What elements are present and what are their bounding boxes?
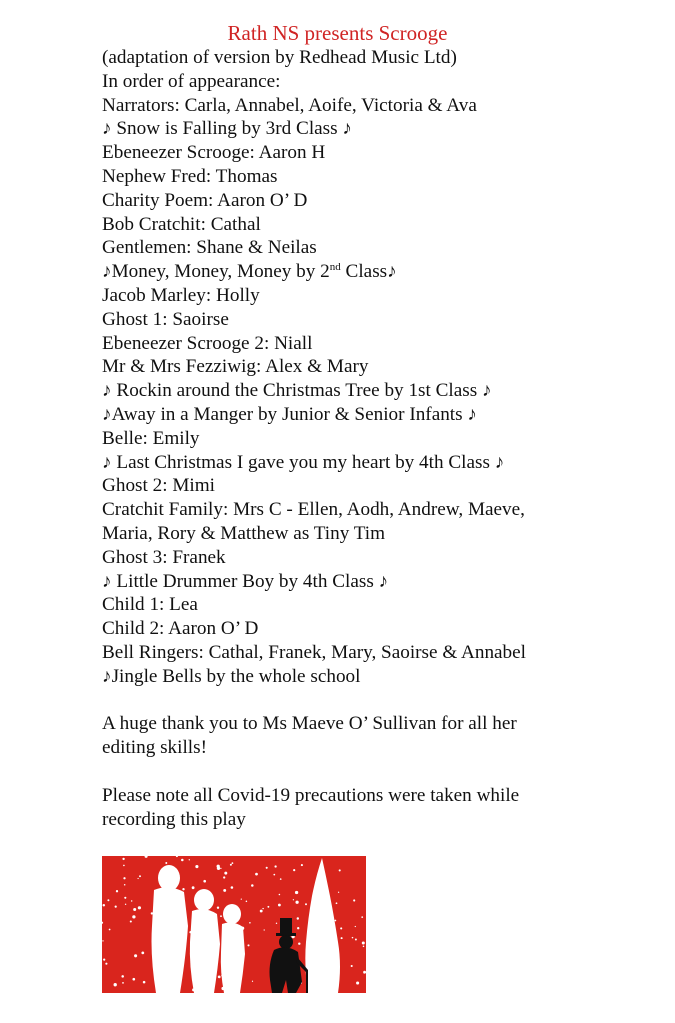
snowflake: [301, 864, 303, 866]
snowflake: [338, 892, 339, 893]
snowflake: [355, 939, 357, 941]
cast-line: Jacob Marley: Holly: [102, 284, 260, 306]
snowflake: [305, 903, 307, 905]
snowflake: [352, 937, 354, 939]
snowflake: [273, 874, 275, 876]
snowflake: [262, 908, 263, 909]
cast-line: In order of appearance:: [102, 70, 281, 92]
cast-line: Narrators: Carla, Annabel, Aoife, Victoria & Ava: [102, 94, 477, 116]
snowflake: [267, 906, 269, 908]
snowflake: [274, 865, 276, 867]
snowflake: [335, 920, 337, 922]
song-line: ♪Jingle Bells by the whole school: [102, 665, 361, 687]
snowflake: [115, 905, 117, 907]
snowflake: [266, 867, 268, 869]
snowflake: [116, 890, 118, 892]
snowflake: [103, 959, 105, 961]
snowflake: [182, 888, 184, 890]
snowflake: [223, 889, 226, 892]
snowflake: [297, 917, 299, 919]
snowflake: [139, 875, 141, 877]
snowflake: [122, 858, 124, 860]
snowflake: [138, 906, 141, 909]
snowflake: [114, 983, 117, 986]
snowflake: [280, 878, 282, 880]
snowflake: [125, 904, 126, 905]
cast-line: Ebeneezer Scrooge: Aaron H: [102, 142, 326, 164]
snowflake: [295, 901, 298, 904]
snowflake: [355, 926, 356, 927]
snowflake: [231, 862, 233, 864]
cast-line: Bob Cratchit: Cathal: [102, 213, 261, 235]
snowflake: [297, 927, 299, 929]
snowflake: [133, 908, 136, 911]
snowflake: [217, 907, 219, 909]
snowflake: [220, 868, 221, 869]
snowflake: [217, 865, 220, 868]
scrooge-artwork: [102, 856, 366, 993]
cast-line: Cratchit Family: Mrs C - Ellen, Aodh, Andrew, Maeve,: [102, 499, 525, 521]
snowflake: [361, 916, 363, 918]
snowflake: [124, 884, 126, 886]
snowflake: [122, 982, 124, 984]
snowflake: [363, 946, 365, 948]
snowflake: [132, 915, 135, 918]
snowflake: [141, 952, 144, 955]
snowflake: [143, 981, 146, 984]
snowflake: [134, 954, 137, 957]
cast-line: Ghost 3: Franek: [102, 546, 226, 568]
snowflake: [165, 862, 167, 864]
snowflake: [132, 978, 135, 981]
snowflake: [246, 901, 248, 903]
snowflake: [192, 886, 195, 889]
snowflake: [264, 929, 265, 930]
snowflake: [124, 897, 126, 899]
snowflake: [351, 965, 353, 967]
covid-note: Please note all Covid-19 precautions were taken while recording this play: [102, 784, 520, 830]
snowflake: [293, 899, 294, 900]
snowflake: [130, 920, 132, 922]
spacer: [102, 689, 662, 713]
cast-line: Child 1: Lea: [102, 594, 198, 616]
cast-line: Mr & Mrs Fezziwig: Alex & Mary: [102, 356, 369, 378]
song-line: ♪ Last Christmas I gave you my heart by 4th Class ♪: [102, 451, 505, 473]
snowflake: [278, 904, 281, 907]
snowflake: [103, 904, 105, 906]
snowflake: [249, 922, 251, 924]
snowflake: [189, 859, 190, 860]
snowflake: [340, 927, 342, 929]
snowflake: [241, 898, 242, 899]
cast-line: Gentlemen: Shane & Neilas: [102, 237, 317, 259]
cast-line: Bell Ringers: Cathal, Franek, Mary, Saoirse & Annabel: [102, 641, 526, 663]
snowflake: [109, 929, 111, 931]
snowflake: [203, 880, 206, 883]
snowflake: [138, 878, 139, 879]
snowflake: [181, 859, 184, 862]
snowflake: [121, 975, 124, 978]
snowflake: [336, 902, 338, 904]
cast-line: Ghost 1: Saoirse: [102, 308, 229, 330]
ordinal-suffix: nd: [329, 261, 341, 274]
cast-line: Ebeneezer Scrooge 2: Niall: [102, 332, 313, 354]
cast-list: [102, 46, 662, 831]
snowflake: [220, 915, 222, 917]
snowflake: [251, 884, 254, 887]
snowflake: [252, 981, 253, 982]
snowflake: [276, 923, 277, 924]
song-text: Class♪: [340, 261, 397, 283]
cast-line: (adaptation of version by Redhead Music Ltd): [102, 47, 457, 68]
snowflake: [363, 971, 366, 974]
song-line: ♪ Rockin around the Christmas Tree by 1st Class ♪: [102, 380, 492, 402]
cast-line: Nephew Fred: Thomas: [102, 165, 278, 187]
snowflake: [356, 981, 359, 984]
cast-line: Charity Poem: Aaron O’ D: [102, 189, 308, 211]
snowflake: [105, 963, 107, 965]
snowflake: [295, 891, 298, 894]
song-line: ♪ Little Drummer Boy by 4th Class ♪: [102, 570, 389, 592]
thank-you-note: A huge thank you to Ms Maeve O’ Sullivan for all her editing skills!: [102, 713, 517, 759]
snowflake: [339, 869, 341, 871]
song-line: [102, 260, 662, 284]
snowflake: [131, 900, 132, 901]
program-title: Rath NS presents Scrooge: [227, 21, 448, 45]
cast-line: Ghost 2: Mimi: [102, 475, 216, 497]
cast-line: Child 2: Aaron O’ D: [102, 618, 259, 640]
snowflake: [224, 872, 227, 875]
snowflake: [102, 940, 103, 941]
cast-line: Maria, Rory & Matthew as Tiny Tim: [102, 522, 386, 544]
spacer: [102, 760, 662, 784]
snowflake: [195, 865, 198, 868]
snowflake: [247, 944, 249, 946]
snowflake: [218, 976, 221, 979]
snowflake: [362, 941, 365, 944]
snowflake: [107, 899, 109, 901]
snowflake: [123, 877, 125, 879]
snowflake: [123, 865, 125, 867]
snowflake: [255, 873, 258, 876]
snowflake: [298, 942, 300, 944]
snowflake: [230, 864, 232, 866]
snowflake: [341, 937, 343, 939]
snowflake: [223, 876, 225, 878]
snowflake: [231, 886, 234, 889]
snowflake: [293, 869, 295, 871]
song-line: ♪ Snow is Falling by 3rd Class ♪: [102, 118, 352, 140]
snowflake: [279, 894, 281, 896]
song-line: ♪Away in a Manger by Junior & Senior Infants ♪: [102, 403, 477, 425]
snowflake: [353, 899, 355, 901]
song-text: ♪Money, Money, Money by 2: [102, 261, 330, 283]
snowflake: [260, 910, 263, 913]
cast-line: Belle: Emily: [102, 427, 200, 449]
